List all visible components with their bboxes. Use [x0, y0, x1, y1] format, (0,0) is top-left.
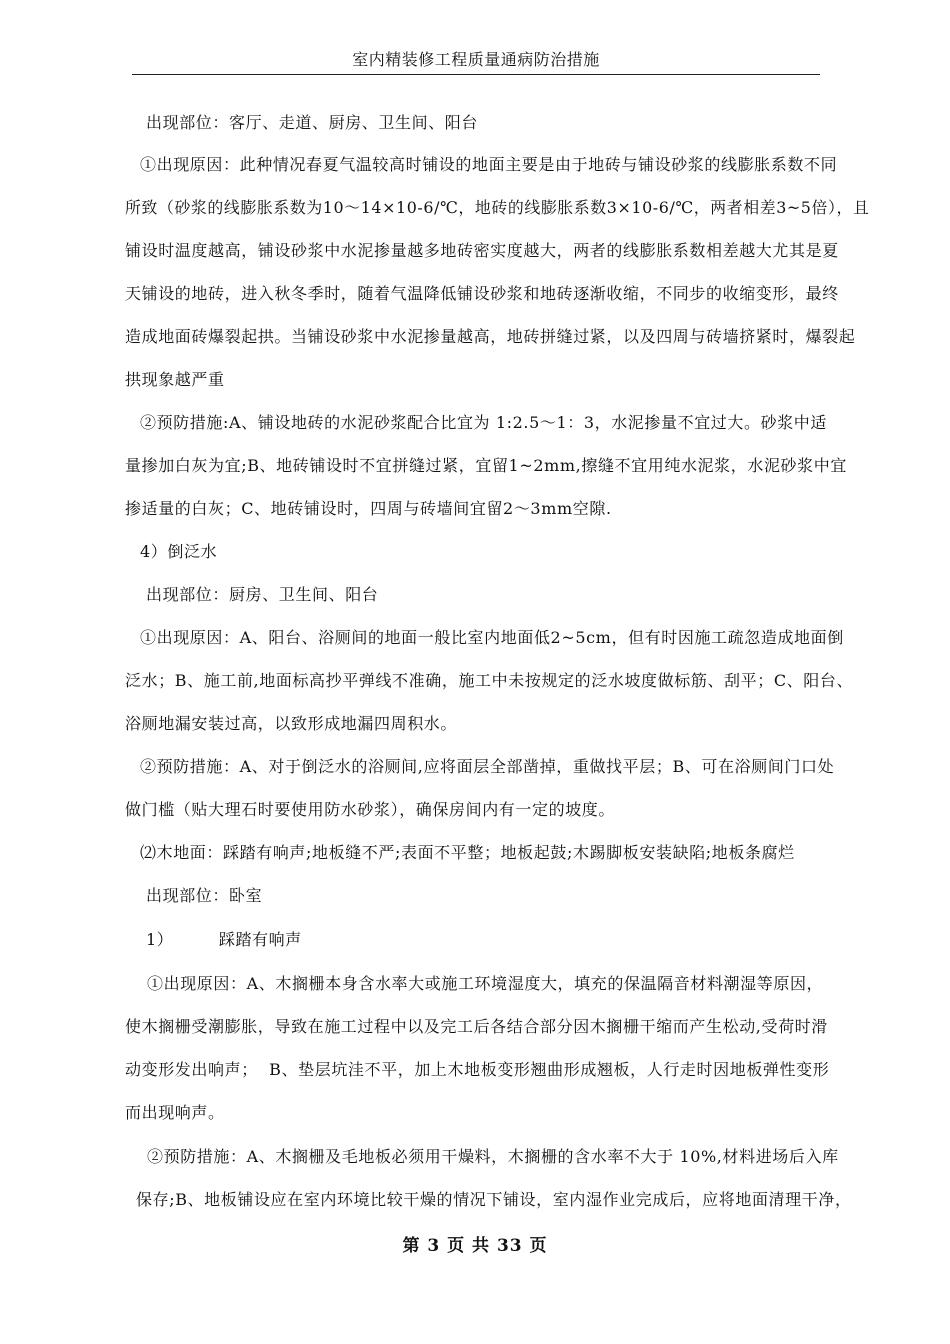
body-line: 出现部位：厨房、卫生间、阳台	[146, 585, 379, 604]
body-line: ②预防措施：A、对于倒泛水的浴厕间,应将面层全部凿掉，重做找平层；B、可在浴厕间门口处	[140, 757, 835, 776]
body-line: ①出现原因：A、阳台、浴厕间的地面一般比室内地面低2~5cm，但有时因施工疏忽造成地面倒	[140, 628, 844, 647]
body-line: 出现部位：客厅、走道、厨房、卫生间、阳台	[146, 113, 479, 132]
body-line: 而出现响声。	[125, 1103, 225, 1122]
body-line: 铺设时温度越高，铺设砂浆中水泥掺量越多地砖密实度越大，两者的线膨胀系数相差越大尤其是夏	[125, 241, 839, 260]
body-line: 1） 踩踏有响声	[146, 930, 302, 949]
body-line: 泛水；B、施工前,地面标高抄平弹线不准确，施工中未按规定的泛水坡度做标筋、刮平；C、阳台、	[125, 671, 854, 690]
body-line: ②预防措施：A、木搁栅及毛地板必须用干燥料，木搁栅的含水率不大于 10%,材料进场后入库	[147, 1147, 839, 1166]
body-line: 造成地面砖爆裂起拱。当铺设砂浆中水泥掺量越高，地砖拼缝过紧，以及四周与砖墙挤紧时，爆裂起	[125, 327, 856, 346]
body-line: ①出现原因：此种情况春夏气温较高时铺设的地面主要是由于地砖与铺设砂浆的线膨胀系数不同	[140, 155, 838, 174]
body-line: 所致（砂浆的线膨胀系数为10～14×10-6/℃，地砖的线膨胀系数3×10-6/℃，两者相差3~5倍），且	[125, 198, 870, 217]
body-line: 量掺加白灰为宜;B、地砖铺设时不宜拼缝过紧，宜留1~2mm,擦缝不宜用纯水泥浆，水泥砂浆中宜	[125, 456, 847, 475]
body-line: 天铺设的地砖，进入秋冬季时，随着气温降低铺设砂浆和地砖逐渐收缩，不同步的收缩变形，最终	[125, 284, 839, 303]
body-line: 4）倒泛水	[140, 542, 218, 561]
body-line: 浴厕地漏安装过高，以致形成地漏四周积水。	[125, 714, 458, 733]
header-divider	[132, 74, 820, 75]
body-line: ②预防措施:A、铺设地砖的水泥砂浆配合比宜为 1:2.5～1：3，水泥掺量不宜过大。砂浆中适	[140, 413, 828, 432]
body-line: 动变形发出响声； B、垫层坑洼不平，加上木地板变形翘曲形成翘板，人行走时因地板弹性变形	[125, 1060, 830, 1079]
body-line: 做门槛（贴大理石时要使用防水砂浆），确保房间内有一定的坡度。	[125, 800, 616, 819]
body-line: 拱现象越严重	[125, 370, 225, 389]
body-line: ①出现原因：A、木搁栅本身含水率大或施工环境湿度大，填充的保温隔音材料潮湿等原因，	[147, 974, 824, 993]
page-header-title: 室内精装修工程质量通病防治措施	[352, 50, 600, 69]
body-line: ⑵木地面：踩踏有响声;地板缝不严;表面不平整；地板起鼓;木踢脚板安装缺陷;地板条腐烂	[140, 843, 795, 862]
body-line: 掺适量的白灰；C、地砖铺设时，四周与砖墙间宜留2～3mm空隙.	[125, 499, 612, 518]
body-line: 使木搁栅受潮膨胀，导致在施工过程中以及完工后各结合部分因木搁栅干缩而产生松动,受荷时滑	[125, 1017, 828, 1036]
body-line: 出现部位：卧室	[146, 886, 263, 905]
page-number-footer: 第 3 页 共 33 页	[402, 1236, 548, 1256]
body-line: 保存;B、地板铺设应在室内环境比较干燥的情况下铺设，室内湿作业完成后，应将地面清理干净，	[136, 1190, 852, 1209]
